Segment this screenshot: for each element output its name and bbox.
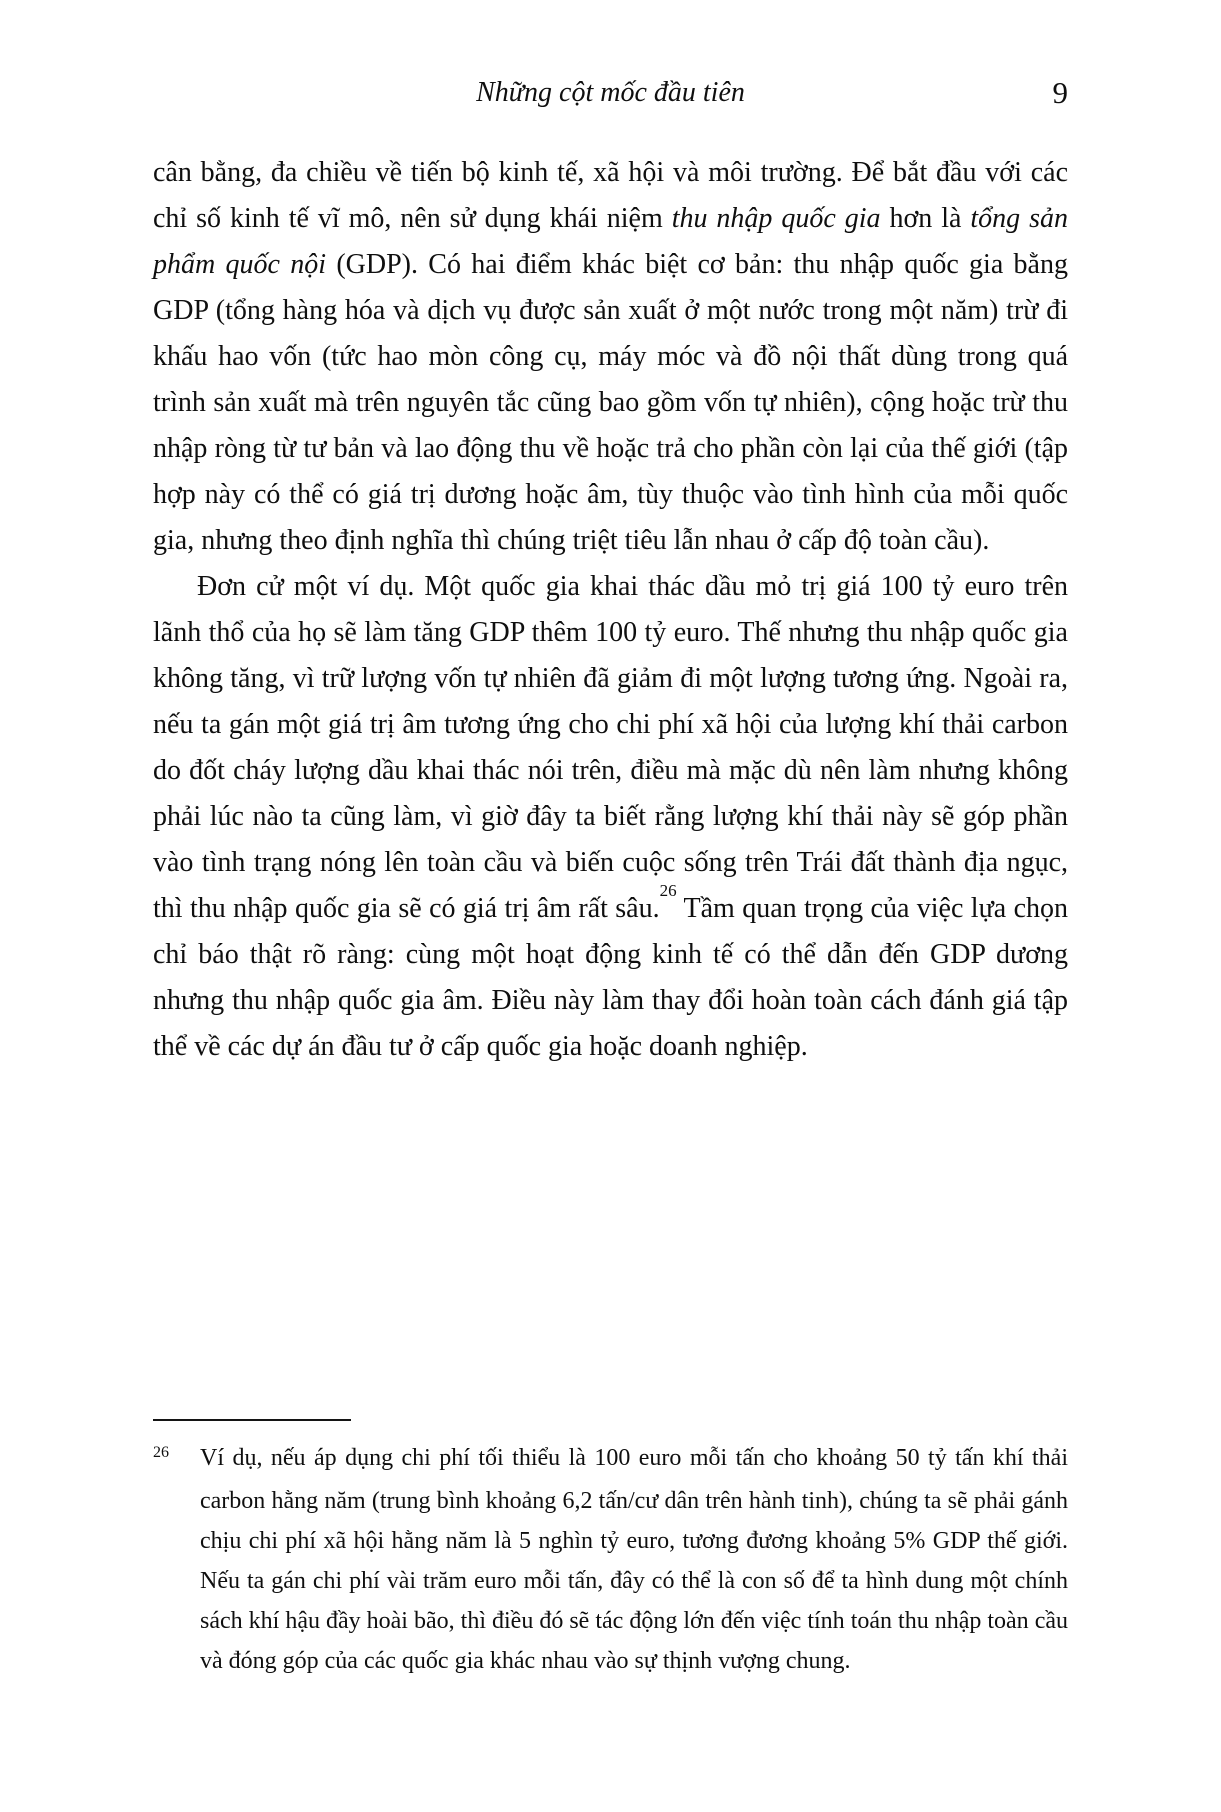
italic-phrase-thu-nhap-quoc-gia: thu nhập quốc gia [671, 203, 881, 234]
text-run: (GDP). Có hai điểm khác biệt cơ bản: thu nhập quốc gia bằng GDP (tổng hàng hóa và dịch vụ được sản xuất ở một nước trong một năm) trừ đi khấu hao vốn (tức hao mòn công cụ, máy móc và đồ nội thất dùng trong quá trình sản xuất mà trên nguyên tắc cũng bao gồm vốn tự nhiên), cộng hoặc trừ thu nhập ròng từ tư bản và lao động thu về hoặc trả cho phần còn lại của thế giới (tập hợp này có thể có giá trị dương hoặc âm, tùy thuộc vào tình hình của mỗi quốc gia, nhưng theo định nghĩa thì chúng triệt tiêu lẫn nhau ở cấp độ toàn cầu). [153, 249, 1068, 556]
body-text [153, 150, 1068, 1070]
footnote-number: 26 [153, 1444, 169, 1461]
text-run: Tầm quan trọng của việc lựa chọn chỉ báo thật rõ ràng: cùng một hoạt động kinh tế có thể dẫn đến GDP dương nhưng thu nhập quốc gia âm. Điều này làm thay đổi hoàn toàn cách đánh giá tập thể về các dự án đầu tư ở cấp quốc gia hoặc doanh nghiệp. [153, 893, 1069, 1062]
paragraph-1 [153, 150, 1068, 564]
footnote-26 [153, 1438, 1068, 1681]
italic-phrase-tong-san-pham-quoc-noi: tổng sản phẩm quốc nội [153, 203, 1068, 280]
footnote-reference-26: 26 [659, 880, 677, 900]
text-run: Đơn cử một ví dụ. Một quốc gia khai thác dầu mỏ trị giá 100 tỷ euro trên lãnh thổ của họ sẽ làm tăng GDP thêm 100 tỷ euro. Thế nhưng thu nhập quốc gia không tăng, vì trữ lượng vốn tự nhiên đã giảm đi một lượng tương ứng. Ngoài ra, nếu ta gán một giá trị âm tương ứng cho chi phí xã hội của lượng khí thải carbon do đốt cháy lượng dầu khai thác nói trên, điều mà mặc dù nên làm nhưng không phải lúc nào ta cũng làm, vì giờ đây ta biết rằng lượng khí thải này sẽ góp phần vào tình trạng nóng lên toàn cầu và biến cuộc sống trên Trái đất thành địa ngục, thì thu nhập quốc gia sẽ có giá trị âm rất sâu. [153, 571, 1068, 924]
text-run: cân bằng, đa chiều về tiến bộ kinh tế, xã hội và môi trường. Để bắt đầu với các chỉ số kinh tế vĩ mô, nên sử dụng khái niệm [153, 157, 1068, 234]
text-run: hơn là [880, 203, 971, 234]
running-header [153, 72, 1068, 114]
page-number: 9 [1052, 75, 1068, 110]
paragraph-2 [153, 564, 1068, 1070]
running-header-title: Những cột mốc đầu tiên [476, 77, 745, 108]
footnote-text: Ví dụ, nếu áp dụng chi phí tối thiểu là 100 euro mỗi tấn cho khoảng 50 tỷ tấn khí thải carbon hằng năm (trung bình khoảng 6,2 tấn/cư dân trên hành tinh), chúng ta sẽ phải gánh chịu chi phí xã hội hằng năm là 5 nghìn tỷ euro, tương đương khoảng 5% GDP thế giới. Nếu ta gán chi phí vài trăm euro mỗi tấn, đây có thể là con số để ta hình dung một chính sách khí hậu đầy hoài bão, thì điều đó sẽ tác động lớn đến việc tính toán thu nhập toàn cầu và đóng góp của các quốc gia khác nhau vào sự thịnh vượng chung. [200, 1445, 1068, 1674]
footnote-separator-rule [153, 1419, 351, 1421]
